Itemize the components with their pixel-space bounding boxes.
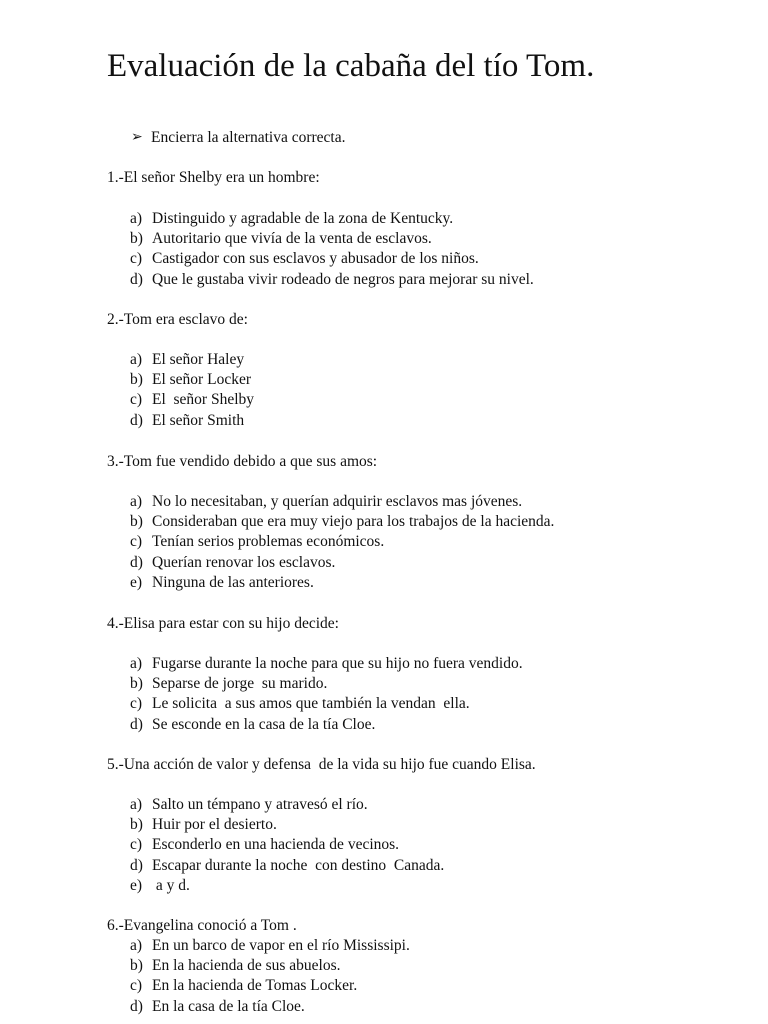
question-3: 3.-Tom fue vendido debido a que sus amos:: [107, 453, 378, 470]
option-text: Le solicita a sus amos que también la vendan ella.: [152, 695, 470, 713]
option-text: Separse de jorge su marido.: [152, 675, 328, 693]
option-text: El señor Locker: [152, 371, 251, 389]
option: [130, 956, 410, 976]
option-letter: e): [130, 573, 143, 591]
option: [130, 856, 444, 876]
question-4: 4.-Elisa para estar con su hijo decide:: [107, 615, 339, 632]
option-letter: e): [130, 876, 143, 894]
option-letter: a): [130, 351, 143, 368]
option-text: Salto un témpano y atravesó el río.: [152, 796, 368, 813]
option: [130, 370, 254, 390]
option-letter: a): [130, 655, 143, 672]
option: [130, 795, 444, 815]
option-text: El señor Shelby: [152, 391, 255, 409]
option-text: El señor Haley: [152, 351, 245, 368]
option-text: En la hacienda de sus abuelos.: [152, 957, 341, 975]
option-text: Querían renovar los esclavos.: [152, 553, 336, 571]
question-6: 6.-Evangelina conoció a Tom .: [107, 917, 297, 934]
option: [130, 229, 534, 249]
instruction: [131, 128, 345, 148]
option-letter: c): [130, 836, 143, 854]
option-text: a y d.: [152, 876, 190, 894]
option-letter: b): [130, 230, 143, 248]
question-1: 1.-El señor Shelby era un hombre:: [107, 169, 320, 186]
option-letter: d): [130, 856, 143, 874]
option: [130, 492, 554, 512]
option-letter: b): [130, 675, 143, 693]
option: [130, 654, 523, 674]
option-text: En la hacienda de Tomas Locker.: [152, 977, 358, 995]
option: [130, 835, 444, 855]
option: [130, 715, 523, 735]
option: [130, 936, 410, 956]
option-letter: d): [130, 715, 143, 733]
page-title: Evaluación de la cabaña del tío Tom.: [107, 48, 595, 84]
option-text: En la casa de la tía Cloe.: [152, 997, 305, 1015]
option: [130, 815, 444, 835]
option-text: Castigador con sus esclavos y abusador de los niños.: [152, 250, 479, 268]
option: [130, 997, 410, 1017]
option-letter: a): [130, 493, 143, 510]
option-text: No lo necesitaban, y querían adquirir esclavos mas jóvenes.: [152, 493, 523, 510]
option: [130, 350, 254, 370]
option-letter: b): [130, 371, 143, 389]
option-letter: c): [130, 250, 143, 268]
question-6-options: [130, 936, 410, 1017]
option-letter: d): [130, 270, 143, 288]
option-text: Fugarse durante la noche para que su hijo no fuera vendido.: [152, 655, 523, 672]
option: [130, 674, 523, 694]
option-letter: a): [130, 210, 143, 227]
question-2: 2.-Tom era esclavo de:: [107, 311, 248, 328]
option-text: Ninguna de las anteriores.: [152, 573, 314, 591]
instruction-text: Encierra la alternativa correcta.: [151, 129, 346, 146]
question-5: 5.-Una acción de valor y defensa de la vida su hijo fue cuando Elisa.: [107, 756, 536, 773]
option-text: Consideraban que era muy viejo para los trabajos de la hacienda.: [152, 513, 555, 531]
option-text: Autoritario que vivía de la venta de esclavos.: [152, 230, 432, 248]
question-4-options: [130, 654, 523, 735]
option-text: En un barco de vapor en el río Mississipi.: [152, 937, 410, 954]
question-1-options: [130, 209, 534, 290]
option-text: Que le gustaba vivir rodeado de negros para mejorar su nivel.: [152, 270, 534, 288]
option-text: Se esconde en la casa de la tía Cloe.: [152, 715, 376, 733]
option-letter: c): [130, 977, 143, 995]
option: [130, 249, 534, 269]
option-letter: c): [130, 391, 143, 409]
option: [130, 270, 534, 290]
option-letter: c): [130, 695, 143, 713]
option: [130, 976, 410, 996]
option-letter: b): [130, 816, 143, 834]
option: [130, 209, 534, 229]
option-text: Esconderlo en una hacienda de vecinos.: [152, 836, 400, 854]
option: [130, 573, 554, 593]
option-letter: d): [130, 411, 143, 429]
option-text: Tenían serios problemas económicos.: [152, 533, 385, 551]
option-letter: a): [130, 937, 143, 954]
option-letter: a): [130, 796, 143, 813]
question-3-options: [130, 492, 554, 593]
option: [130, 694, 523, 714]
option: [130, 532, 554, 552]
option-letter: d): [130, 997, 143, 1015]
option-letter: c): [130, 533, 143, 551]
option-letter: b): [130, 513, 143, 531]
question-2-options: [130, 350, 254, 431]
question-5-options: [130, 795, 444, 896]
arrow-bullet-icon: ➢: [131, 130, 143, 145]
option: [130, 512, 554, 532]
option: [130, 553, 554, 573]
option-letter: b): [130, 957, 143, 975]
option: [130, 876, 444, 896]
option-letter: d): [130, 553, 143, 571]
option: [130, 411, 254, 431]
option: [130, 390, 254, 410]
option-text: Escapar durante la noche con destino Canada.: [152, 856, 445, 874]
option-text: Distinguido y agradable de la zona de Kentucky.: [152, 210, 454, 227]
option-text: El señor Smith: [152, 411, 245, 429]
option-text: Huir por el desierto.: [152, 816, 277, 834]
